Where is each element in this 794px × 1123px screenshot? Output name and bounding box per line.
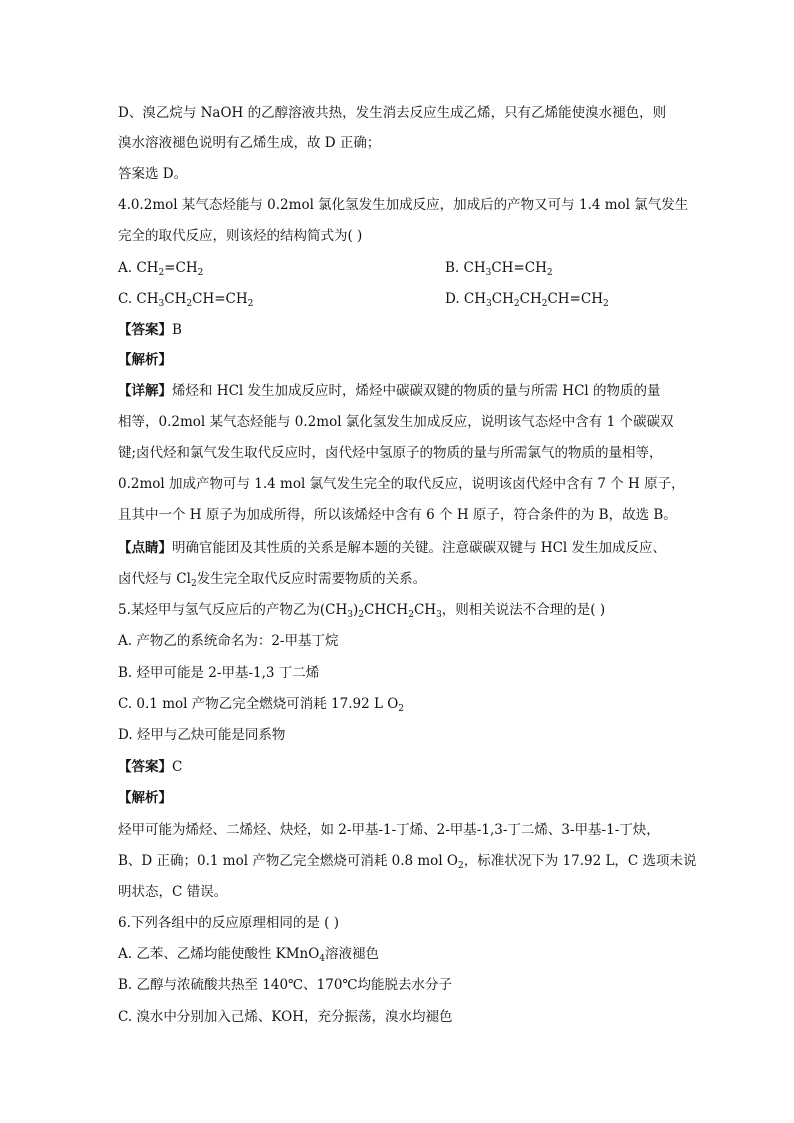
q4-detail-line3: 键;卤代烃和氯气发生取代反应时，卤代烃中氢原子的物质的量与所需氯气的物质的量相等， xyxy=(118,445,663,461)
q4-option-d: D. $CH_3CH_2CH_2CH=CH_2$ xyxy=(445,291,609,309)
q6-stem: 6.下列各组中的反应原理相同的是 ( ) xyxy=(118,915,339,931)
q4-point-line2: 卤代烃与 $Cl_2$发生完全取代反应时需要物质的关系。 xyxy=(118,571,427,589)
q5-option-c: C. 0.1 mol 产物乙完全燃烧可消耗 17.92 L $O_2$ xyxy=(118,696,405,714)
q4-stem-line2: 完全的取代反应，则该烃的结构简式为( ) xyxy=(118,228,363,244)
q4-option-a: A. $CH_2=CH_2$ xyxy=(118,260,204,278)
q5-analysis-line3: 明状态，C 错误。 xyxy=(118,884,228,900)
q4-detail-line2: 相等，0.2mol 某气态烃能与 0.2mol 氯化氢发生加成反应，说明该气态烃中含有 1 个碳碳双 xyxy=(118,414,674,430)
q4-option-b: B. $CH_3CH=CH_2$ xyxy=(445,260,553,278)
q6-option-a: A. 乙苯、乙烯均能使酸性 KMnO$_4$溶液褪色 xyxy=(118,946,380,964)
q5-stem: 5.某烃甲与氢气反应后的产物乙为$(CH_3)_2CHCH_2CH_3$，则相关说法不合理的是( ) xyxy=(118,602,606,620)
q5-answer: 【答案】C xyxy=(118,759,183,775)
q5-analysis-heading: 【解析】 xyxy=(118,790,172,806)
q6-option-b: B. 乙醇与浓硫酸共热至 140℃、170℃均能脱去水分子 xyxy=(118,977,453,993)
prev-d-line1: D、溴乙烷与 NaOH 的乙醇溶液共热，发生消去反应生成乙烯，只有乙烯能使溴水褪色，则 xyxy=(118,105,667,121)
q4-point-line1: 【点睛】明确官能团及其性质的关系是解本题的关键。注意碳碳双键与 HCl 发生加成反应、 xyxy=(118,540,667,556)
q5-option-d: D. 烃甲与乙炔可能是同系物 xyxy=(118,727,286,743)
q5-option-b: B. 烃甲可能是 2-甲基-1,3 丁二烯 xyxy=(118,665,320,681)
prev-d-line2: 溴水溶液褪色说明有乙烯生成，故 D 正确； xyxy=(118,135,381,151)
q4-option-c: C. $CH_3CH_2CH=CH_2$ xyxy=(118,291,254,309)
q6-option-c: C. 溴水中分别加入己烯、KOH，充分振荡，溴水均褪色 xyxy=(118,1009,453,1025)
q4-detail-line4: 0.2mol 加成产物可与 1.4 mol 氯气发生完全的取代反应，说明该卤代烃中含有 7 个 H 原子， xyxy=(118,476,685,492)
q4-detail-line1: 【详解】烯烃和 HCl 发生加成反应时，烯烃中碳碳双键的物质的量与所需 HCl 的物质的量 xyxy=(118,383,661,399)
q5-analysis-line2: B、D 正确；0.1 mol 产物乙完全燃烧可消耗 0.8 mol $O_2$，标准状况下为 17.92 L，C 选项未说 xyxy=(118,853,697,871)
q4-analysis-heading: 【解析】 xyxy=(118,352,172,368)
q4-detail-line5: 且其中一个 H 原子为加成所得，所以该烯烃中含有 6 个 H 原子，符合条件的为 B，故选 B。 xyxy=(118,507,677,523)
q5-option-a: A. 产物乙的系统命名为：2-甲基丁烷 xyxy=(118,633,339,649)
q5-analysis-line1: 烃甲可能为烯烃、二烯烃、炔烃，如 2-甲基-1-丁烯、2-甲基-1,3-丁二烯、3-甲基-1-丁炔， xyxy=(118,822,660,838)
q4-answer: 【答案】B xyxy=(118,322,182,338)
q4-stem-line1: 4.0.2mol 某气态烃能与 0.2mol 氯化氢发生加成反应，加成后的产物又可与 1.4 mol 氯气发生 xyxy=(118,197,689,213)
prev-answer: 答案选 D。 xyxy=(118,166,188,182)
